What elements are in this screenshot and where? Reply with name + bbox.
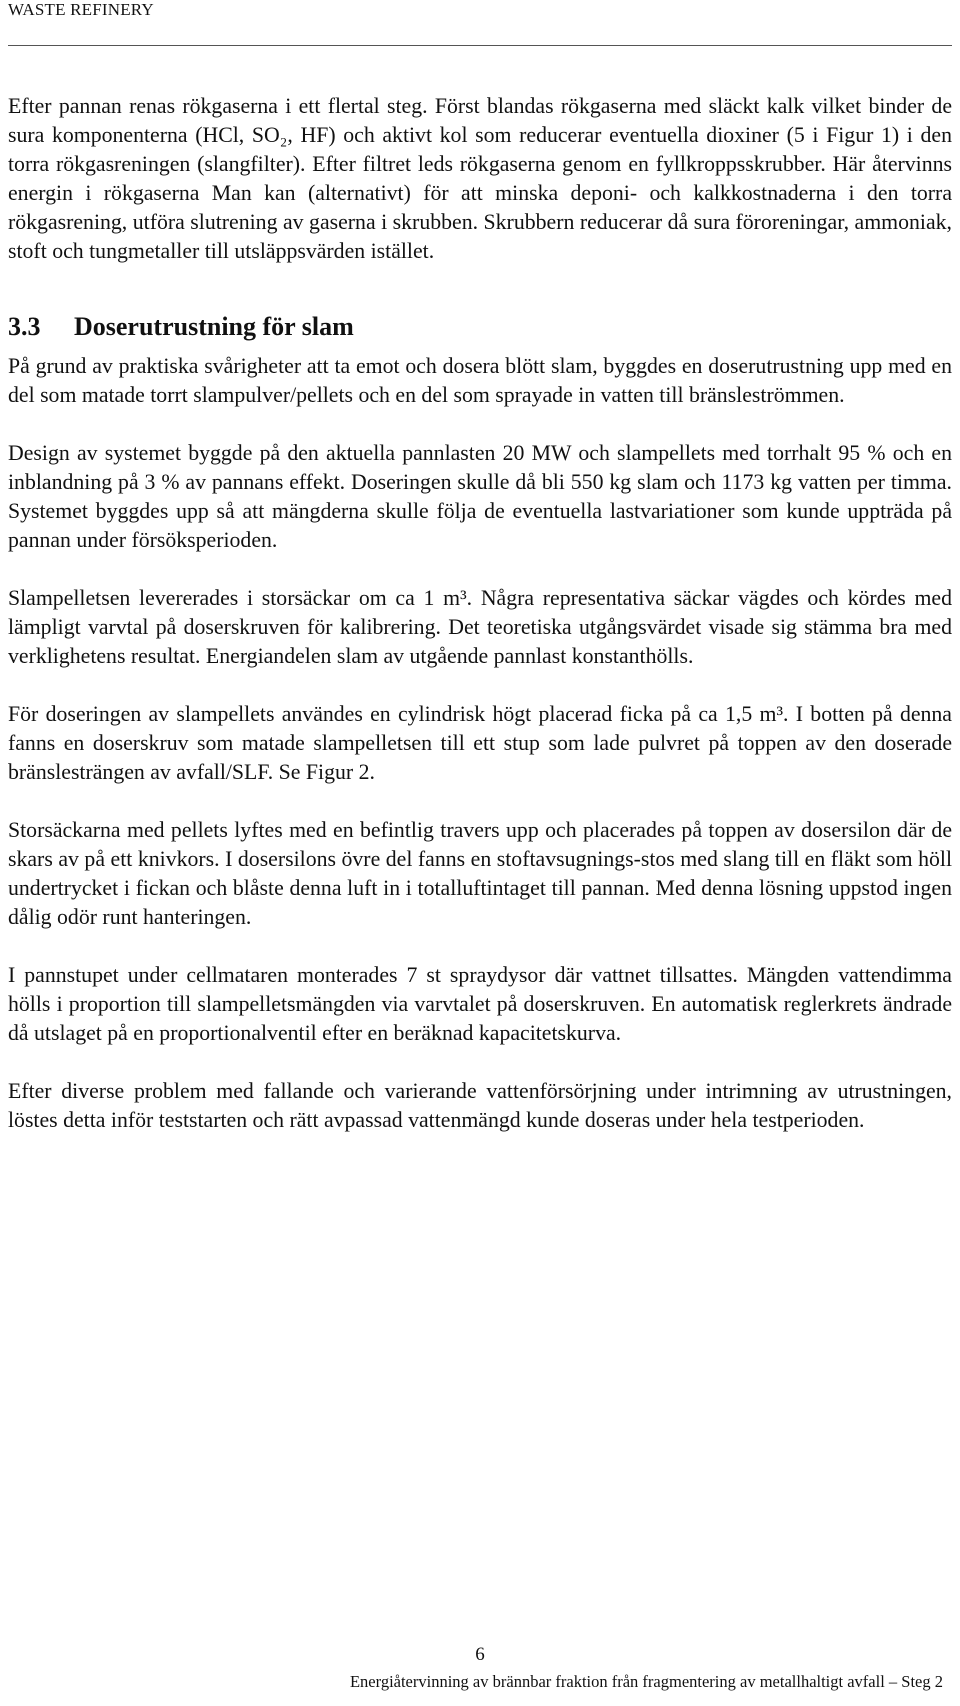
document-body <box>8 92 952 1164</box>
paragraph-1: På grund av praktiska svårigheter att ta emot och dosera blött slam, byggdes en doserutrustning upp med en del som matade torrt slampulver/pellets och en del som sprayade in vatten till bränsleströmmen. <box>8 354 952 407</box>
paragraph-2: Design av systemet byggde på den aktuella pannlasten 20 MW och slampellets med torrhalt 95 % och en inblandning på 3 % av pannans effekt. Doseringen skulle då bli 550 kg slam och 1173 kg vatten per timma. Systemet byggdes upp så att mängderna skulle följa de eventuella lastvariationer som kunde uppträda på pannan under försöksperioden. <box>8 441 952 552</box>
section-number: 3.3 <box>8 312 41 341</box>
paragraph-7: Efter diverse problem med fallande och varierande vattenförsörjning under intrimning av utrustningen, löstes detta inför teststarten och rätt avpassad vattenmängd kunde doseras under hela testperioden. <box>8 1079 952 1132</box>
section-heading <box>8 310 952 352</box>
paragraph-5: Storsäckarna med pellets lyftes med en befintlig travers upp och placerades på toppen av dosersilon där de skars av på ett knivkors. I dosersilons övre del fanns en stoftavsugnings-stos med slang till en fläkt som höll undertrycket i fickan och blåste denna luft in i totalluftintaget till pannan. Med denna lösning uppstod ingen dålig odör runt hanteringen. <box>8 818 952 929</box>
header-title: WASTE REFINERY <box>8 0 154 19</box>
paragraph-rokgasrening: Efter pannan renas rökgaserna i ett flertal steg. Först blandas rökgaserna med släckt kalk vilket binder de sura komponenterna (HCl, SO₂, HF) och aktivt kol som reducerar eventuella dioxiner (5 i Figur 1) i den torra rökgasreningen (slangfilter). Efter filtret leds rökgaserna genom en fyllkroppsskrubber. Här återvinns energin i rökgaserna Man kan (alternativt) för att minska deponi- och kalkkostnaderna i den torra rökgasrening, utföra slutrening av gaserna i skrubben. Skrubbern reducerar då sura föroreningar, ammoniak, stoft och tungmetaller till utsläppsvärden istället. <box>8 94 952 263</box>
page-header <box>8 0 952 46</box>
footer-text: Energiåtervinning av brännbar fraktion från fragmentering av metallhaltigt avfall – Steg 2 <box>349 1672 943 1691</box>
paragraph-4: För doseringen av slampellets användes en cylindrisk högt placerad ficka på ca 1,5 m³. I botten på denna fanns en doserskruv som matade slampelletsen till ett stup som lade pulvret på toppen av den doserade bränslesträngen av avfall/SLF. Se Figur 2. <box>8 702 952 784</box>
paragraph-6: I pannstupet under cellmataren monterades 7 st spraydysor där vattnet tillsattes. Mängden vattendimma hölls i proportion till slampelletsmängden via varvtalet på doserskruven. En automatisk reglerkrets ändrade då utslaget på en proportionalventil efter en beräknad kapacitetskurva. <box>8 963 952 1045</box>
page-number: 6 <box>475 1644 485 1665</box>
paragraph-3: Slampelletsen levererades i storsäckar om ca 1 m³. Några representativa säckar vägdes och kördes med lämpligt varvtal på doserskruven för kalibrering. Det teoretiska utgångsvärdet visade sig stämma bra med verklighetens resultat. Energiandelen slam av utgående pannlast konstanthölls. <box>8 586 952 668</box>
section-title: Doserutrustning för slam <box>74 312 354 341</box>
